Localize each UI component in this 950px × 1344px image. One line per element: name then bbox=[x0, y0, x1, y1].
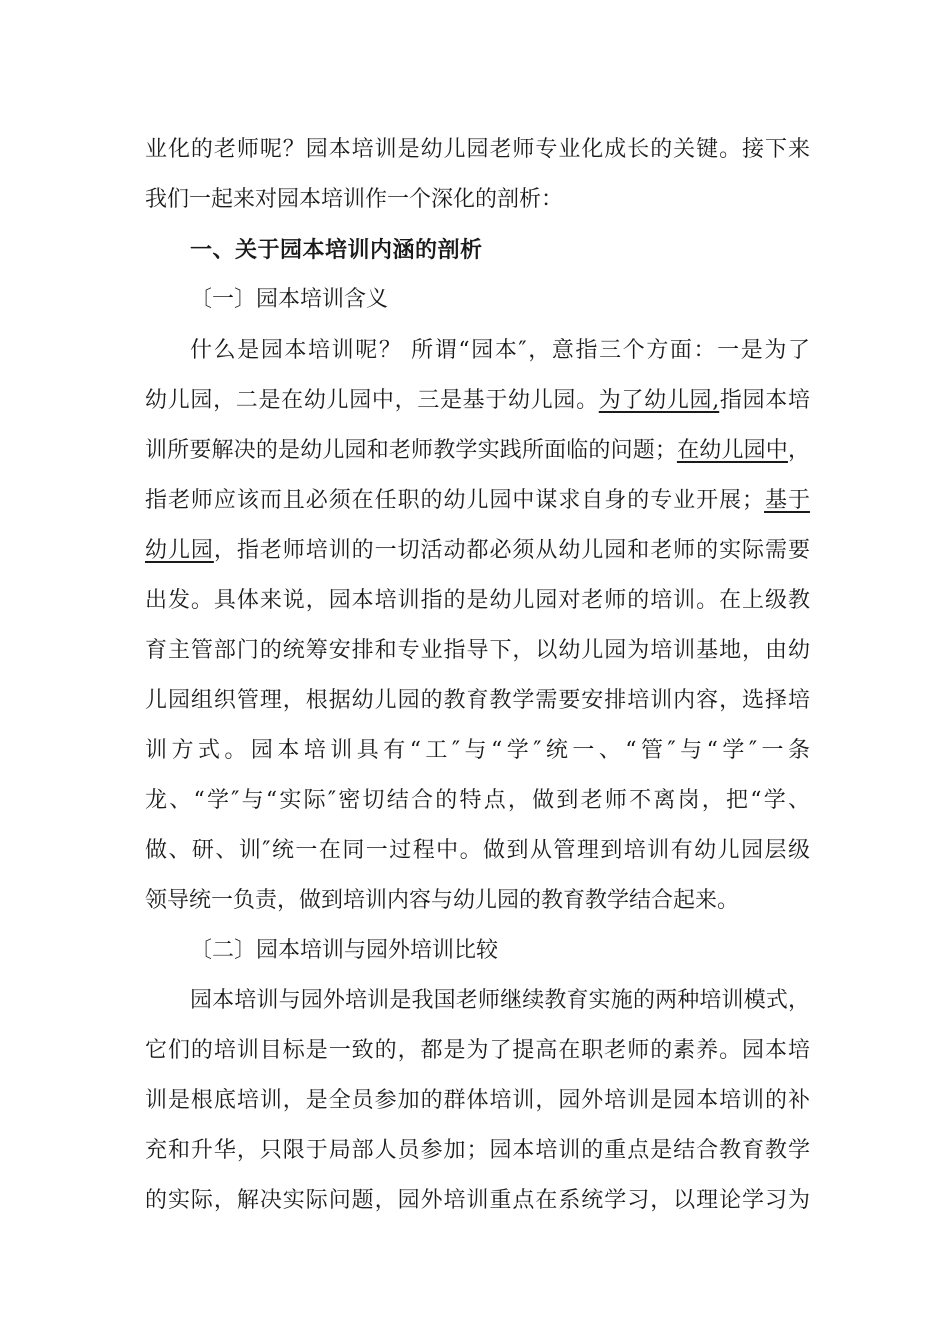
underlined-term: 幼儿园 bbox=[145, 538, 214, 563]
paragraph-line: 我们一起来对园本培训作一个深化的剖析： bbox=[145, 187, 564, 212]
paragraph-line: 龙、“学″与“实际″密切结合的特点，做到老师不离岗，把“学、 bbox=[145, 788, 810, 813]
paragraph-line: 它们的培训目标是一致的，都是为了提高在职老师的素养。园本培 bbox=[145, 1038, 810, 1063]
paragraph-line: 园本培训与园外培训是我国老师继续教育实施的两种培训模式， bbox=[190, 988, 810, 1013]
paragraph-line: 充和升华，只限于局部人员参加；园本培训的重点是结合教育教学 bbox=[145, 1138, 810, 1163]
paragraph-line bbox=[145, 534, 810, 568]
paragraph-line: 做、研、训″统一在同一过程中。做到从管理到培训有幼儿园层级 bbox=[145, 838, 810, 863]
paragraph-line: 的实际，解决实际问题，园外培训重点在系统学习，以理论学习为 bbox=[145, 1188, 810, 1213]
paragraph-line: 什么是园本培训呢？ 所谓“园本″，意指三个方面：一是为了 bbox=[190, 338, 810, 363]
underlined-term: 为了幼儿园, bbox=[598, 388, 720, 413]
text-run: 幼儿园，二是在幼儿园中，三是基于幼儿园。 bbox=[145, 388, 599, 413]
text-run: 指园本培 bbox=[719, 388, 810, 413]
section-heading: 一、关于园本培训内涵的剖析 bbox=[190, 237, 483, 263]
paragraph-line: 儿园组织管理，根据幼儿园的教育教学需要安排培训内容，选择培 bbox=[145, 688, 810, 713]
text-run: ， bbox=[787, 438, 810, 463]
text-run: ，指老师培训的一切活动都必须从幼儿园和老师的实际需要 bbox=[213, 538, 810, 563]
paragraph-line: 育主管部门的统筹安排和专业指导下，以幼儿园为培训基地，由幼 bbox=[145, 638, 810, 663]
paragraph-line: 出发。具体来说，园本培训指的是幼儿园对老师的培训。在上级教 bbox=[145, 588, 810, 613]
paragraph-line bbox=[145, 434, 810, 468]
paragraph-line bbox=[145, 484, 810, 518]
text-run: 指老师应该而且必须在任职的幼儿园中谋求自身的专业开展； bbox=[145, 488, 765, 513]
paragraph-line: 业化的老师呢？园本培训是幼儿园老师专业化成长的关键。接下来 bbox=[145, 137, 810, 162]
underlined-term: 在幼儿园中 bbox=[676, 438, 788, 463]
paragraph-line: 训是根底培训，是全员参加的群体培训，园外培训是园本培训的补 bbox=[145, 1088, 810, 1113]
paragraph-line bbox=[145, 384, 810, 418]
paragraph-line: 领导统一负责，做到培训内容与幼儿园的教育教学结合起来。 bbox=[145, 888, 740, 913]
subsection-heading: 〔二〕园本培训与园外培训比较 bbox=[190, 938, 499, 963]
text-run: 训所要解决的是幼儿园和老师教学实践所面临的问题； bbox=[145, 438, 677, 463]
paragraph-line: 训方式。园本培训具有“工″与“学″统一、“管″与“学″一条 bbox=[145, 738, 810, 763]
underlined-term: 基于 bbox=[764, 488, 810, 513]
subsection-heading: 〔一〕园本培训含义 bbox=[190, 287, 389, 312]
